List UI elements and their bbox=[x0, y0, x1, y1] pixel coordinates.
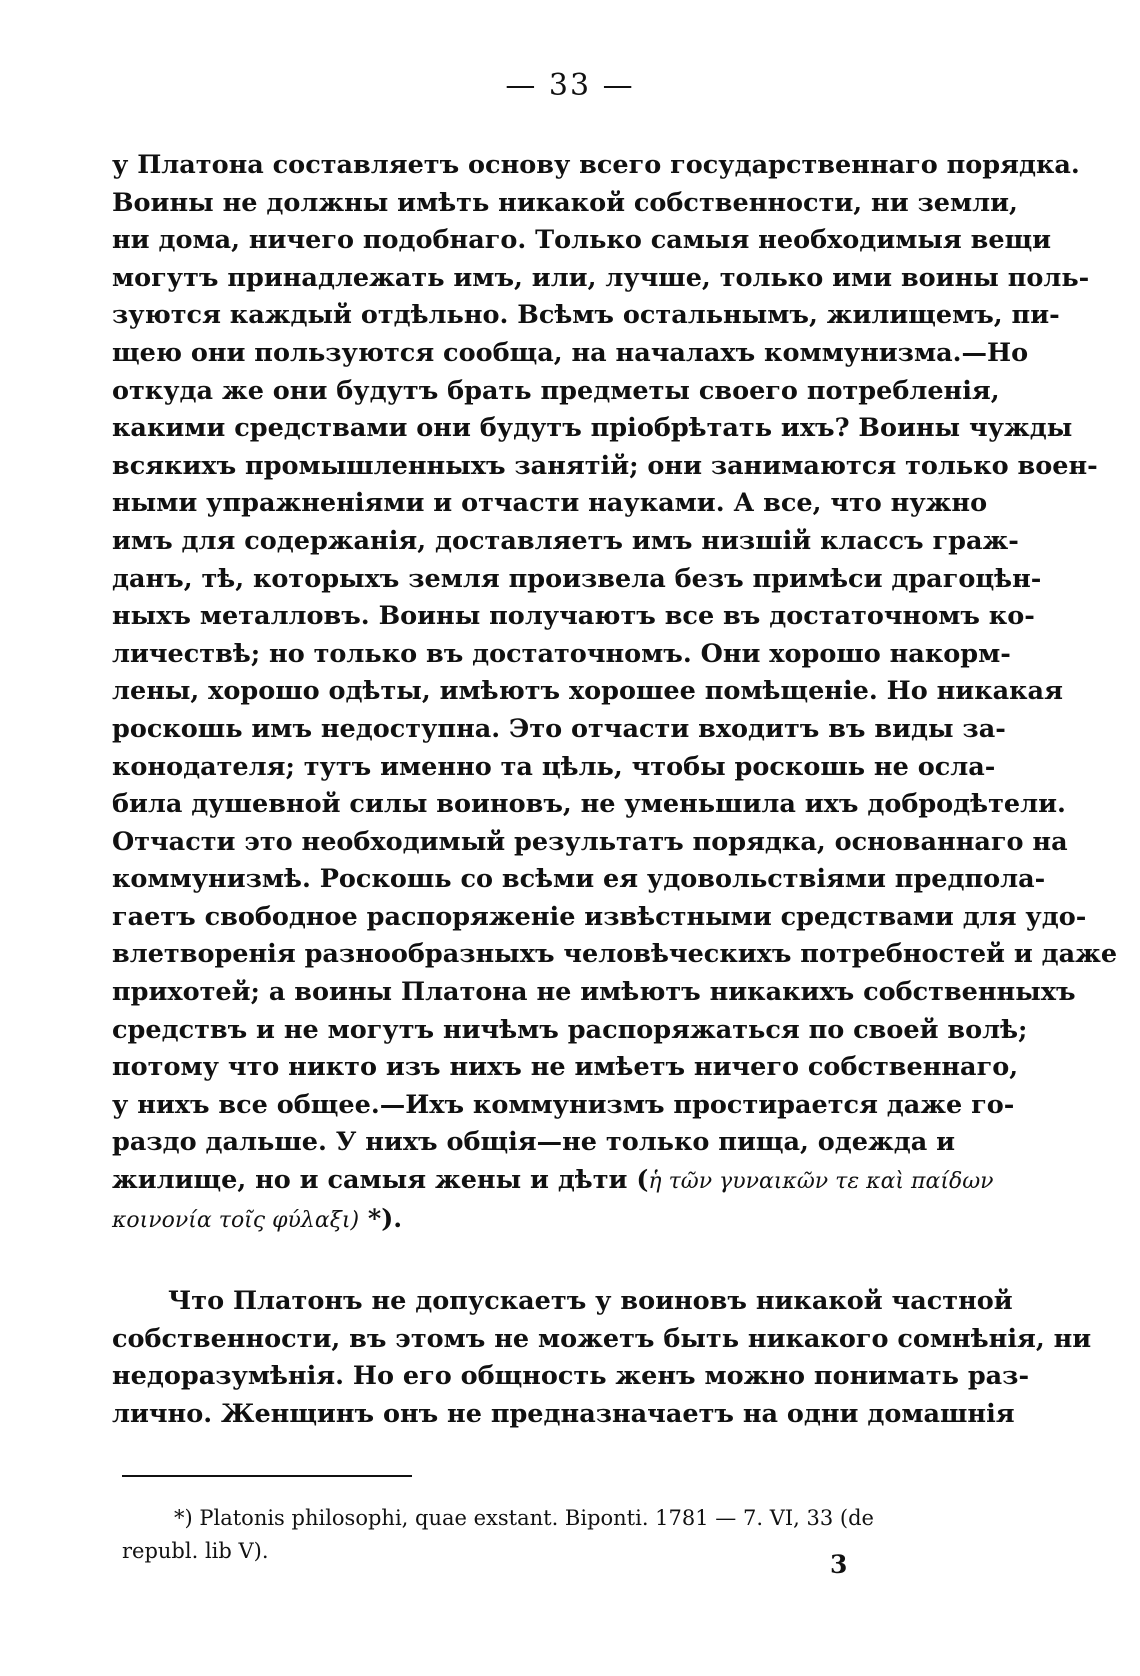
text-line: ни дома, ничего подобнаго. Только самыя необходимыя вещи bbox=[112, 225, 1052, 256]
text-line: у нихъ все общее.—Ихъ коммунизмъ простирается даже го- bbox=[112, 1089, 1015, 1120]
text-line: средствъ и не могутъ ничѣмъ распоряжаться по своей волѣ; bbox=[112, 1014, 1028, 1045]
text-line: данъ, тѣ, которыхъ земля произвела безъ примѣси драгоцѣн- bbox=[112, 563, 1042, 594]
text-line: откуда же они будутъ брать предметы своего потребленія, bbox=[112, 375, 1000, 406]
text-line: всякихъ промышленныхъ занятій; они занимаются только воен- bbox=[112, 450, 1098, 481]
text-line: недоразумѣнія. Но его общность женъ можно понимать раз- bbox=[112, 1361, 1030, 1392]
footnote bbox=[122, 1502, 912, 1568]
greek-quote: ἡ τῶν γυναικῶν τε καὶ παίδων bbox=[648, 1169, 994, 1195]
text-line: коммунизмѣ. Роскошь со всѣми ея удовольствіями предпола- bbox=[112, 864, 1046, 895]
paragraph-2 bbox=[112, 1283, 1092, 1433]
text-line: щею они пользуются сообща, на началахъ коммунизма.—Но bbox=[112, 337, 1029, 368]
text-line: раздо дальше. У нихъ общія—не только пища, одежда и bbox=[112, 1127, 956, 1158]
footnote-marker: *). bbox=[359, 1203, 403, 1234]
greek-lead-text: жилище, но и самыя жены и дѣти ( bbox=[112, 1165, 649, 1196]
text-line: у Платона составляетъ основу всего государственнаго порядка. bbox=[112, 150, 1080, 180]
text-line: какими средствами они будутъ пріобрѣтать ихъ? Воины чужды bbox=[112, 413, 1073, 444]
text-line: Воины не должны имѣть никакой собственности, ни земли, bbox=[112, 187, 1018, 218]
greek-quote-end: κοινονία τοῖς φύλαξι) bbox=[112, 1207, 360, 1233]
text-line-greek bbox=[112, 1162, 994, 1201]
text-line: Что Платонъ не допускаетъ у воиновъ никакой частной bbox=[168, 1286, 1013, 1316]
text-line: влетворенія разнообразныхъ человѣческихъ потребностей и даже bbox=[112, 939, 1118, 970]
text-line: Отчасти это необходимый результатъ порядка, основаннаго на bbox=[112, 826, 1068, 857]
text-line: конодателя; тутъ именно та цѣль, чтобы роскошь не осла- bbox=[112, 751, 996, 782]
text-line-greek-end bbox=[112, 1201, 912, 1240]
text-line: личествѣ; но только въ достаточномъ. Они хорошо накорм- bbox=[112, 638, 1011, 669]
page-number: — 33 — bbox=[505, 68, 635, 103]
text-line: ныхъ металловъ. Воины получаютъ все въ достаточномъ ко- bbox=[112, 601, 1035, 632]
text-line: потому что никто изъ нихъ не имѣетъ ничего собственнаго, bbox=[112, 1052, 1019, 1083]
text-line: ными упражненіями и отчасти науками. А все, что нужно bbox=[112, 488, 988, 519]
paragraph-1 bbox=[112, 147, 1118, 1239]
signature-mark: 3 bbox=[830, 1550, 848, 1579]
text-line: собственности, въ этомъ не можетъ быть никакого сомнѣнія, ни bbox=[112, 1323, 1092, 1354]
text-line: имъ для содержанія, доставляетъ имъ низшій классъ граж- bbox=[112, 525, 1019, 556]
text-line: гаетъ свободное распоряженіе извѣстными средствами для удо- bbox=[112, 901, 1087, 932]
text-line: била душевной силы воиновъ, не уменьшила ихъ добродѣтели. bbox=[112, 789, 1066, 820]
text-line: роскошь имъ недоступна. Это отчасти входитъ въ виды за- bbox=[112, 713, 1006, 744]
text-line: могутъ принадлежать имъ, или, лучше, только ими воины поль- bbox=[112, 262, 1090, 293]
footnote-line: *) Platonis philosophi, quae exstant. Biponti. 1781 — 7. VI, 33 (de bbox=[174, 1506, 874, 1530]
text-line: прихотей; а воины Платона не имѣютъ никакихъ собственныхъ bbox=[112, 977, 1076, 1008]
text-line: лены, хорошо одѣты, имѣютъ хорошее помѣщеніе. Но никакая bbox=[112, 676, 1063, 707]
text-line: зуются каждый отдѣльно. Всѣмъ остальнымъ, жилищемъ, пи- bbox=[112, 300, 1060, 331]
footnote-divider bbox=[122, 1475, 412, 1477]
footnote-line: republ. lib V). bbox=[122, 1539, 269, 1563]
text-line: лично. Женщинъ онъ не предназначаетъ на одни домашнія bbox=[112, 1398, 1015, 1429]
